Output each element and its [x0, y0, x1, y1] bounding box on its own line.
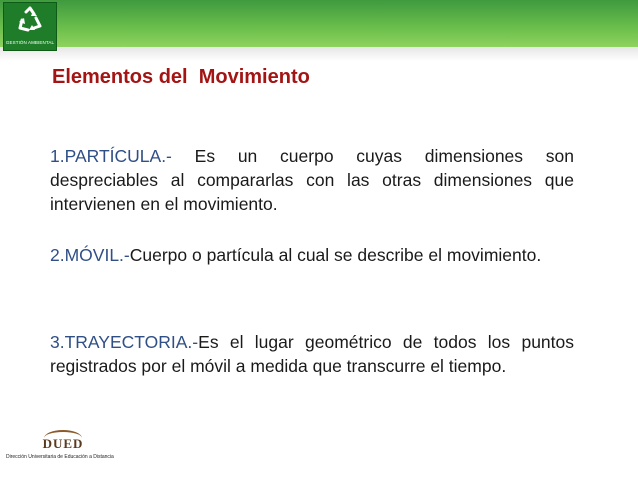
- paragraph-text: Es el lugar geométrico de todos los puntos registrados por el móvil a medida que transcurre el tiempo.: [50, 332, 574, 376]
- header-band: [0, 0, 638, 47]
- logo-caption: GESTIÓN AMBIENTAL: [5, 40, 55, 45]
- dued-logo-text: DUED: [42, 436, 84, 451]
- footer-subtitle: Dirección Universitaria de Educación a Distancia: [6, 454, 114, 460]
- paragraph-text: Es un cuerpo cuyas dimensiones son despreciables al compararlas con las otras dimensiones que intervienen en el movimiento.: [50, 146, 574, 214]
- paragraph-text: Cuerpo o partícula al cual se describe el movimiento.: [129, 245, 542, 265]
- paragraph-label: 1.PARTÍCULA.-: [50, 146, 172, 166]
- dued-logo: [38, 433, 88, 453]
- recycle-logo: [3, 2, 57, 51]
- slide-title: Elementos del Movimiento: [52, 66, 310, 88]
- paragraph-trayectoria: [50, 330, 574, 378]
- paragraph-movil: [50, 243, 574, 267]
- paragraph-label: 3.TRAYECTORIA.-: [50, 332, 199, 352]
- paragraph-particula: [50, 144, 574, 216]
- recycle-icon: [16, 6, 44, 36]
- header-shadow: [0, 47, 638, 61]
- paragraph-label: 2.MÓVIL.-: [50, 245, 130, 265]
